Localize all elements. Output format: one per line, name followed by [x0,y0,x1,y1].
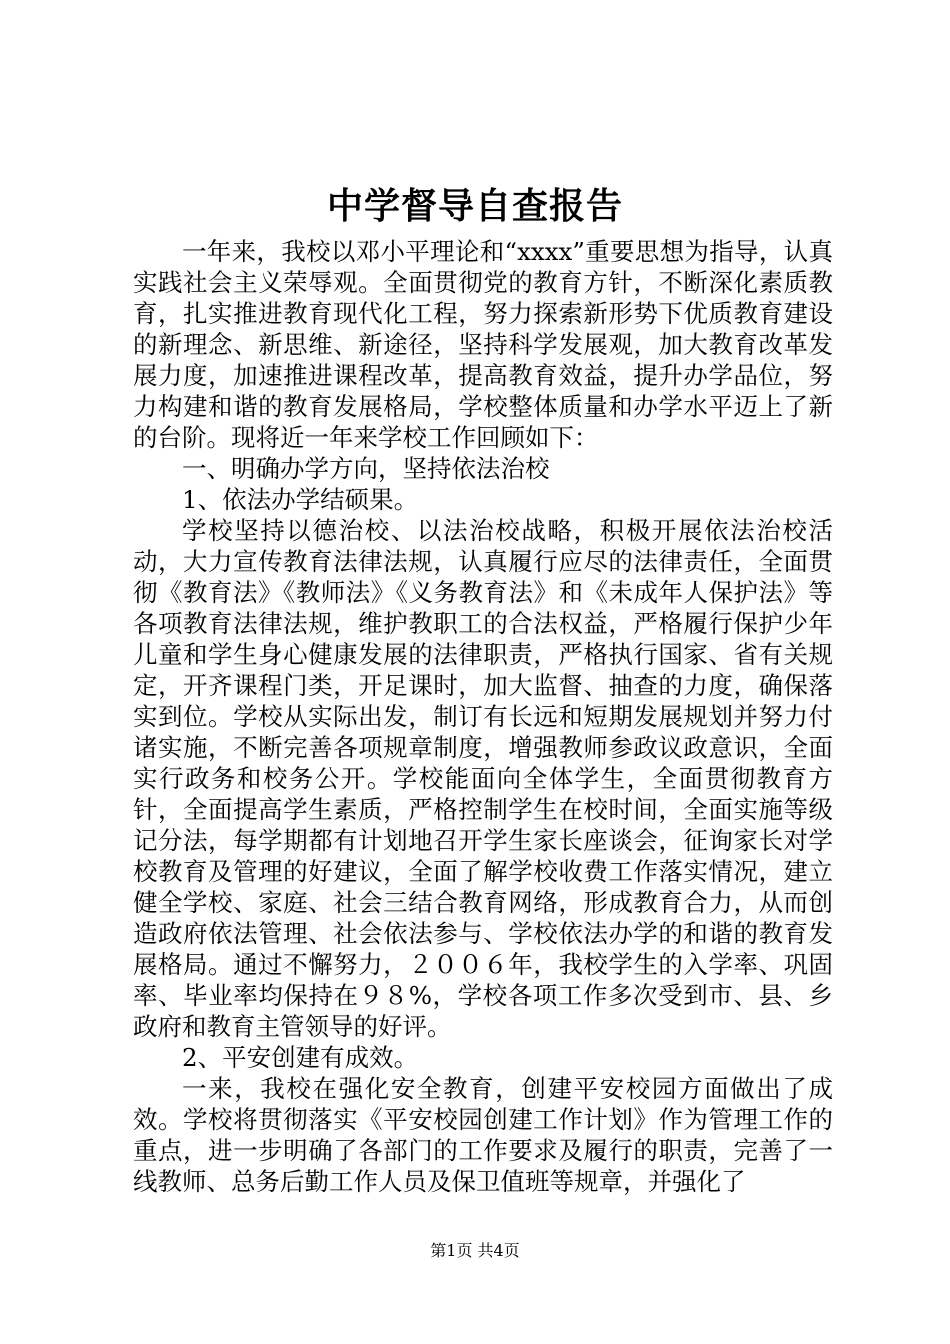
paragraph-law-governance: 学校坚持以德治校、以法治校战略，积极开展依法治校活动，大力宣传教育法律法规，认真履行应尽的法律责任，全面贯彻《教育法》《教师法》《义务教育法》和《未成年人保护法》等各项教育法律法规，维护教职工的合法权益，严格履行保护少年儿童和学生身心健康发展的法律职责，严格执行国家、省有关规定，开齐课程门类，开足课时，加大监督、抽查的力度，确保落实到位。学校从实际出发，制订有长远和短期发展规划并努力付诸实施，不断完善各项规章制度，增强教师参政议政意识，全面实行政务和校务公开。学校能面向全体学生，全面贯彻教育方针，全面提高学生素质，严格控制学生在校时间，全面实施等级记分法，每学期都有计划地召开学生家长座谈会，征询家长对学校教育及管理的好建议，全面了解学校收费工作落实情况，建立健全学校、家庭、社会三结合教育网络，形成教育合力，从而创造政府依法管理、社会依法参与、学校依法办学的和谐的教育发展格局。通过不懈努力，２００６年，我校学生的入学率、巩固率、毕业率均保持在９８%，学校各项工作多次受到市、县、乡政府和教育主管领导的好评。 [133,516,833,1041]
document-title: 中学督导自查报告 [326,185,623,227]
section-heading-1: 一、明确办学方向，坚持依法治校 [182,454,550,483]
paragraph-intro: 一年来，我校以邓小平理论和“xxxx”重要思想为指导，认真实践社会主义荣辱观。全面贯彻党的教育方针，不断深化素质教育，扎实推进教育现代化工程，努力探索新形势下优质教育建设的新理念、新思维、新途径，坚持科学发展观，加大教育改革发展力度，加速推进课程改革，提高教育效益，提升办学品位，努力构建和谐的教育发展格局，学校整体质量和办学水平迈上了新的台阶。现将近一年来学校工作回顾如下： [133,237,833,452]
subsection-heading-2: 2、平安创建有成效。 [182,1043,419,1072]
page-number-footer: 第1页 共4页 [430,1241,520,1260]
subsection-heading-1: 1、依法办学结硕果。 [182,485,419,514]
document-body [133,236,833,1197]
paragraph-safe-campus: 一来，我校在强化安全教育，创建平安校园方面做出了成效。学校将贯彻落实《平安校园创建工作计划》作为管理工作的重点，进一步明确了各部门的工作要求及履行的职责，完善了一线教师、总务后勤工作人员及保卫值班等规章，并强化了 [133,1074,833,1196]
